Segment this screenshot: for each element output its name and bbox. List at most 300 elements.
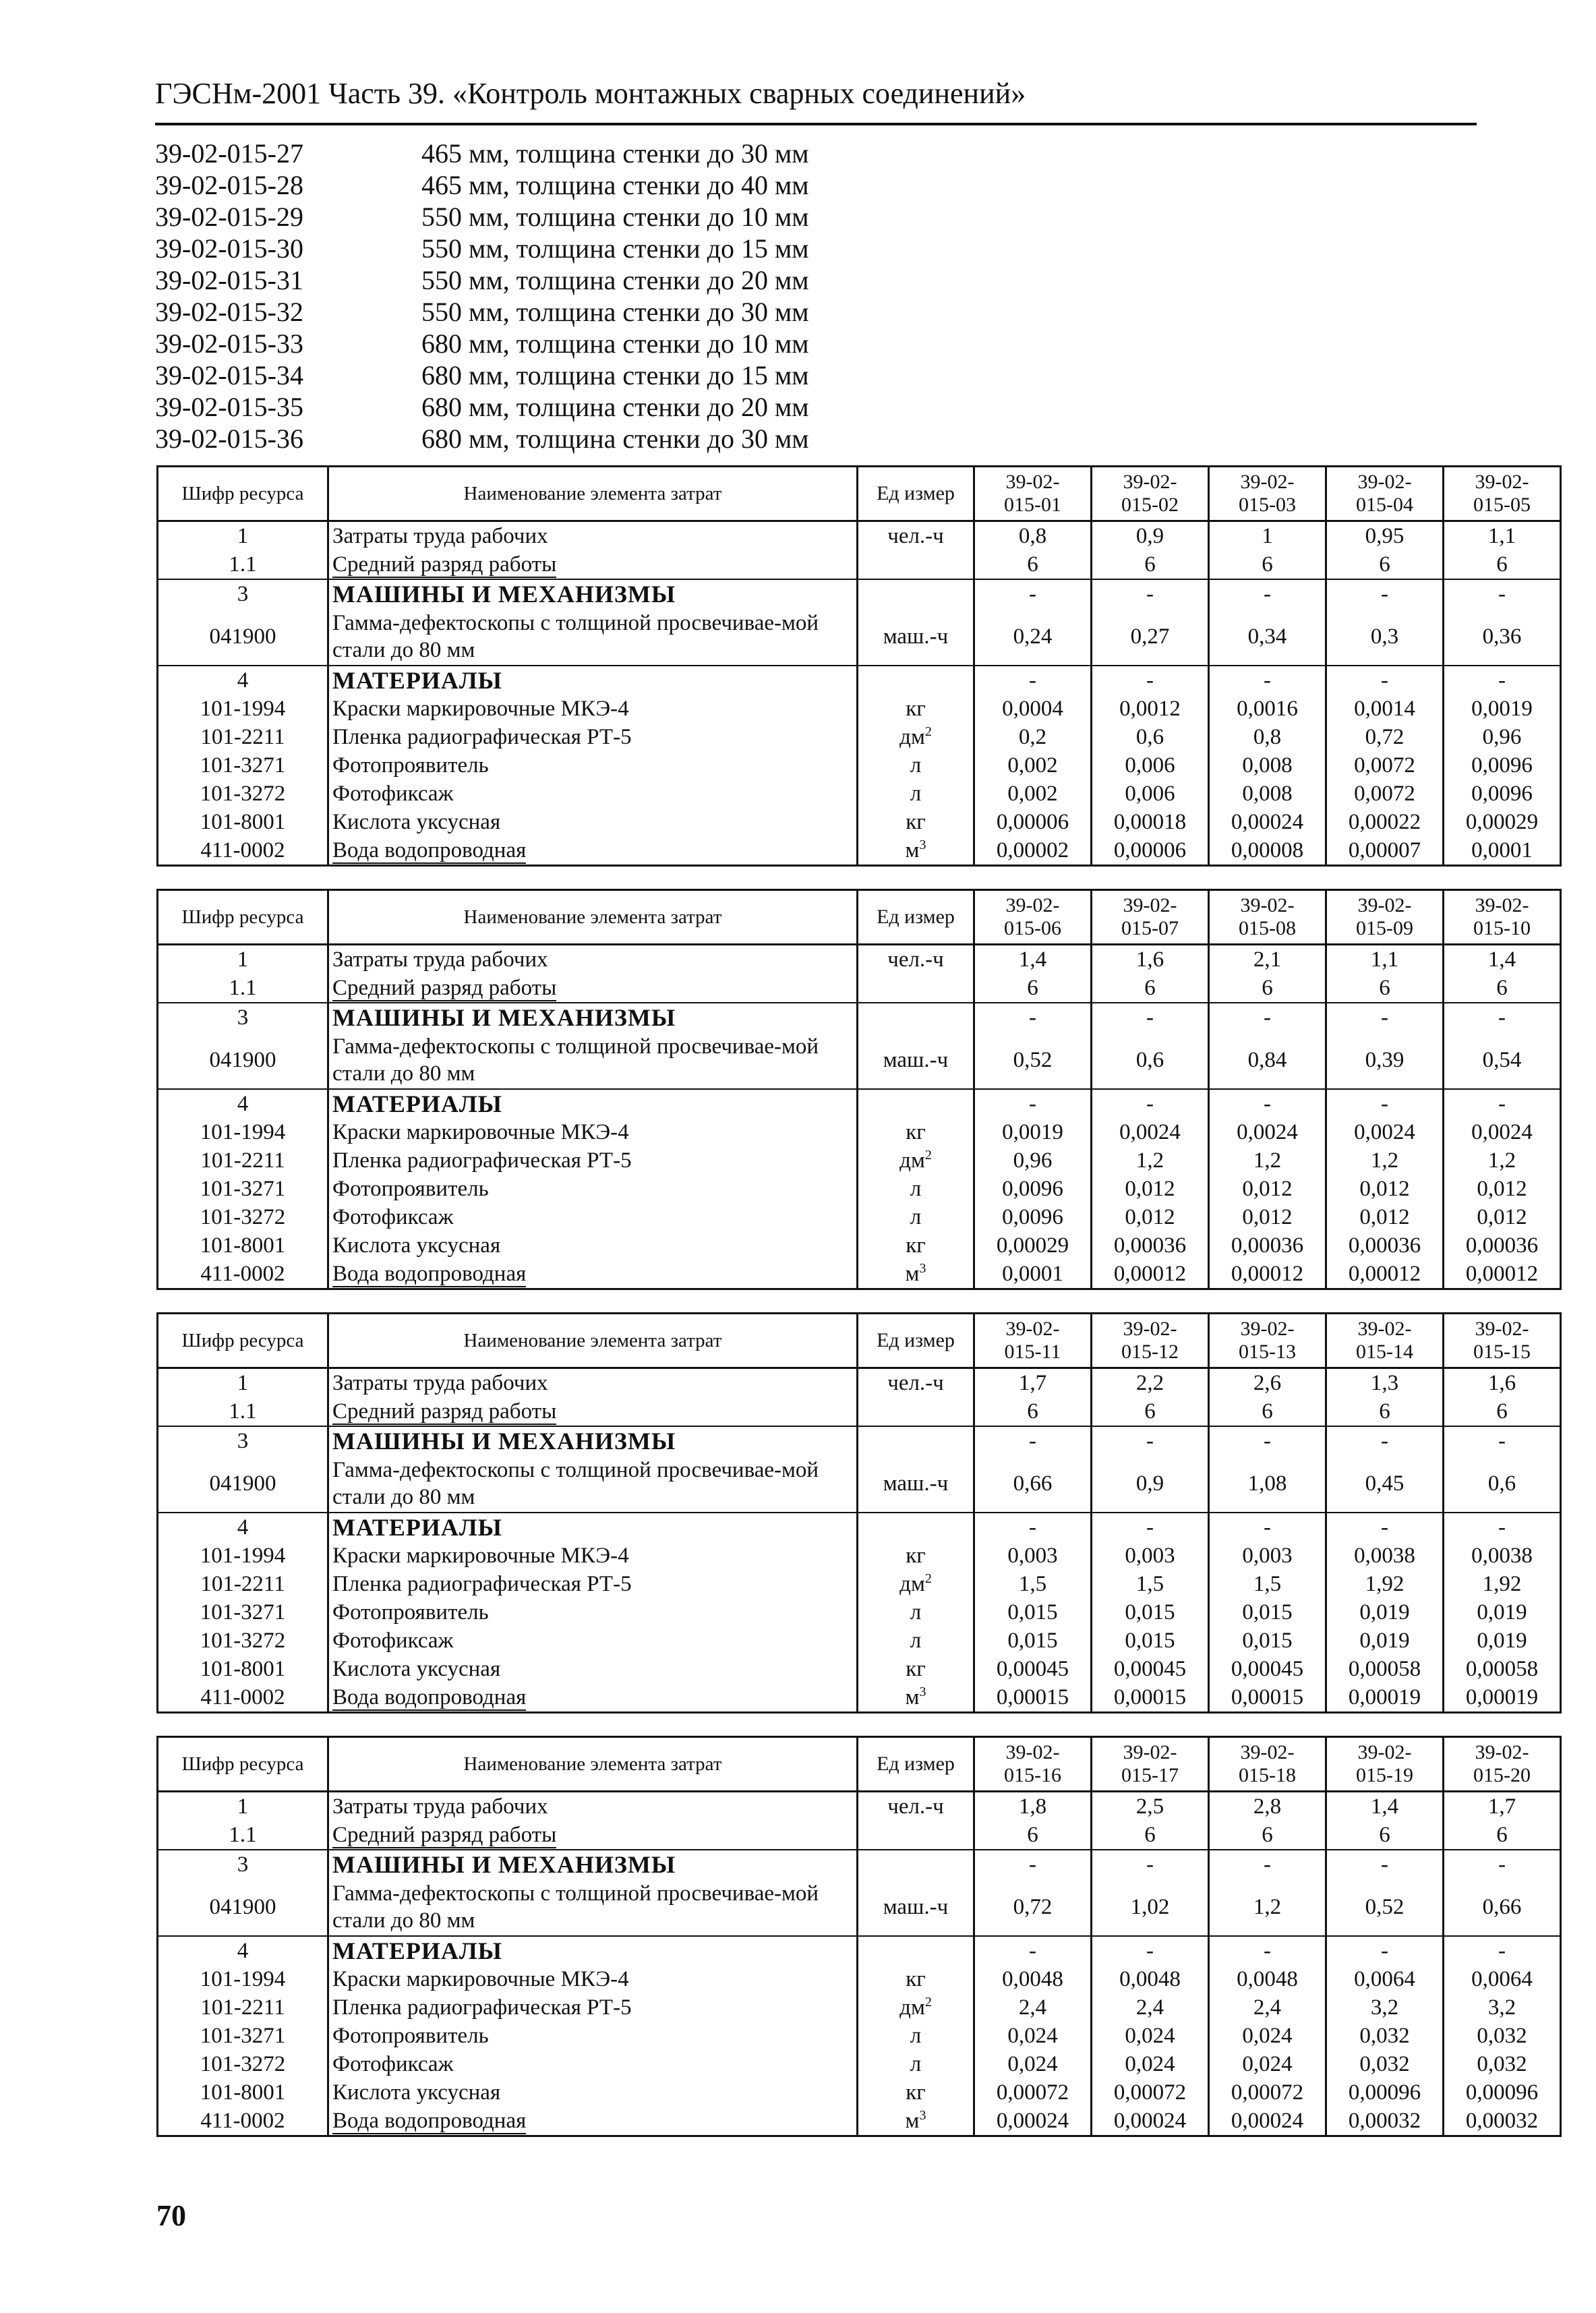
norm-code-part: 015-03: [1239, 494, 1296, 516]
row-value: 1,2: [1444, 1146, 1561, 1175]
row-cost-element: [328, 1542, 858, 1570]
row-unit: [858, 1542, 974, 1570]
norm-code-part: 39-02-: [1240, 1318, 1295, 1340]
unit-exponent: 2: [924, 724, 932, 739]
header-norm-code: [974, 1314, 1092, 1368]
row-resource-code: 411-0002: [158, 1683, 328, 1713]
row-cost-element-text: Вода водопроводная: [332, 1262, 527, 1286]
row-value: 1,7: [1444, 1792, 1561, 1821]
row-cost-element-text: Фотофиксаж: [332, 1205, 454, 1229]
row-value: 0,00029: [1444, 808, 1561, 836]
row-value: 0,52: [974, 1032, 1092, 1089]
header-norm-code: [1444, 1314, 1561, 1368]
row-unit: [858, 521, 974, 551]
row-resource-code: 041900: [158, 1879, 328, 1936]
table-row: [158, 1513, 1561, 1542]
row-unit-text: чел.-ч: [887, 947, 944, 972]
table-row: [158, 1936, 1561, 1965]
norm-code-part: 015-01: [1004, 494, 1061, 516]
row-unit: [858, 1146, 974, 1175]
table-row: [158, 1965, 1561, 1993]
norm-code-part: 39-02-: [1475, 1318, 1529, 1340]
row-unit: [858, 1260, 974, 1289]
row-resource-code: 1: [158, 521, 328, 551]
norm-code-part: 39-02-: [1240, 1741, 1295, 1763]
row-cost-element-text: Гамма-дефектоскопы с толщиной просвечивае-мой стали до 80 мм: [332, 611, 819, 662]
row-cost-element: [328, 1455, 858, 1513]
header-resource-code: Шифр ресурса: [158, 1737, 328, 1792]
row-value: 1,1: [1326, 945, 1444, 974]
header-unit: Ед измер: [858, 890, 974, 945]
norm-code-part: 39-02-: [1357, 1318, 1412, 1340]
row-cost-element-text: Кислота уксусная: [332, 1233, 501, 1258]
row-value: -: [1092, 1089, 1209, 1118]
row-unit-text: кг: [906, 1120, 926, 1144]
row-value: 6: [1209, 550, 1326, 579]
table-row: [158, 579, 1561, 608]
row-value: 0,024: [1209, 2022, 1326, 2050]
unit-exponent: 2: [924, 1571, 932, 1586]
row-value: -: [974, 579, 1092, 608]
table-row: [158, 2078, 1561, 2107]
code-value: 39-02-015-28: [155, 170, 303, 200]
row-value: 0,012: [1092, 1203, 1209, 1231]
row-cost-element: [328, 1003, 858, 1032]
row-unit: [858, 780, 974, 808]
row-cost-element-text: Вода водопроводная: [332, 1685, 527, 1709]
norm-code-part: 39-02-: [1475, 471, 1529, 493]
row-unit-text: кг: [906, 810, 926, 834]
row-value: -: [1092, 1003, 1209, 1032]
row-cost-element: [328, 695, 858, 723]
row-cost-element-text: Затраты труда рабочих: [332, 1794, 548, 1819]
header-cost-element: Наименование элемента затрат: [328, 467, 858, 521]
row-unit: [858, 1455, 974, 1513]
row-cost-element: [328, 1118, 858, 1146]
row-unit: [858, 1003, 974, 1032]
row-value: 6: [1092, 1821, 1209, 1850]
row-resource-code: 041900: [158, 608, 328, 666]
row-value: 1,92: [1326, 1570, 1444, 1598]
row-value: 0,0024: [1326, 1118, 1444, 1146]
row-unit: [858, 1118, 974, 1146]
norm-code-part: 015-13: [1239, 1341, 1296, 1363]
row-unit-text: л: [910, 2052, 922, 2076]
row-resource-code: 411-0002: [158, 1260, 328, 1289]
table-row: [158, 666, 1561, 695]
row-resource-code: 041900: [158, 1032, 328, 1089]
row-value: 0,72: [1326, 723, 1444, 751]
row-value: 6: [1326, 550, 1444, 579]
row-resource-code: 101-1994: [158, 695, 328, 723]
row-value: 0,8: [974, 521, 1092, 551]
table-row: [158, 2022, 1561, 2050]
row-unit: [858, 1368, 974, 1398]
row-value: -: [974, 1850, 1092, 1879]
row-value: 0,0048: [974, 1965, 1092, 1993]
row-value: -: [974, 1936, 1092, 1965]
row-value: 6: [1444, 1821, 1561, 1850]
row-value: 6: [1444, 1397, 1561, 1426]
row-cost-element: [328, 608, 858, 666]
row-cost-element: [328, 1032, 858, 1089]
row-cost-element-text: Краски маркировочные МКЭ-4: [332, 1120, 629, 1144]
row-value: 0,00024: [1209, 2107, 1326, 2136]
row-value: 2,4: [1209, 1993, 1326, 2022]
row-cost-element: [328, 1598, 858, 1627]
row-resource-code: 101-1994: [158, 1965, 328, 1993]
norm-code-part: 39-02-: [1005, 1318, 1060, 1340]
row-value: 0,0001: [974, 1260, 1092, 1289]
code-value: 39-02-015-27: [155, 138, 303, 169]
unit-exponent: 2: [924, 1148, 932, 1163]
row-value: 0,0004: [974, 695, 1092, 723]
table-header-row: [158, 1737, 1561, 1792]
row-unit: [858, 836, 974, 866]
norm-code-part: 015-08: [1239, 917, 1296, 939]
row-cost-element: [328, 1397, 858, 1426]
row-value: 1,5: [1209, 1570, 1326, 1598]
row-resource-code: 101-2211: [158, 1993, 328, 2022]
row-cost-element: [328, 1655, 858, 1683]
row-unit-text: дм: [899, 1995, 925, 2020]
table-header-row: [158, 890, 1561, 945]
row-value: 0,95: [1326, 521, 1444, 551]
header-unit: Ед измер: [858, 1737, 974, 1792]
table-row: [158, 1426, 1561, 1455]
row-value: 0,00015: [1209, 1683, 1326, 1713]
row-value: 0,96: [974, 1146, 1092, 1175]
row-unit-text: маш.-ч: [883, 1048, 949, 1072]
row-value: 6: [1326, 1821, 1444, 1850]
header-norm-code: [1209, 890, 1326, 945]
table-row: [158, 1655, 1561, 1683]
row-unit-text: л: [910, 1177, 922, 1201]
row-resource-code: 101-1994: [158, 1542, 328, 1570]
row-value: 0,032: [1444, 2022, 1561, 2050]
row-cost-element: [328, 1089, 858, 1118]
row-cost-element-text: Фотопроявитель: [332, 2024, 489, 2048]
row-value: 0,019: [1326, 1627, 1444, 1655]
table-row: [158, 1260, 1561, 1289]
code-row: [155, 138, 1166, 169]
code-value: 39-02-015-34: [155, 360, 303, 390]
row-value: 0,00072: [1209, 2078, 1326, 2107]
row-value: 0,0038: [1444, 1542, 1561, 1570]
row-cost-element: [328, 1231, 858, 1260]
norm-code-part: 015-10: [1473, 917, 1531, 939]
row-value: 0,015: [1209, 1598, 1326, 1627]
row-resource-code: 101-8001: [158, 808, 328, 836]
row-value: 1,02: [1092, 1879, 1209, 1936]
row-value: 2,5: [1092, 1792, 1209, 1821]
code-row: [155, 423, 1166, 455]
norm-code-part: 39-02-: [1123, 894, 1177, 916]
row-value: 0,00045: [1092, 1655, 1209, 1683]
header-norm-code: [1326, 1737, 1444, 1792]
row-unit: [858, 1936, 974, 1965]
row-cost-element-text: Фотопроявитель: [332, 1600, 489, 1624]
code-value: 39-02-015-29: [155, 202, 303, 232]
header-norm-code: [974, 890, 1092, 945]
row-value: 0,00036: [1444, 1231, 1561, 1260]
table-row: [158, 608, 1561, 666]
row-value: -: [1209, 1089, 1326, 1118]
header-resource-code: Шифр ресурса: [158, 890, 328, 945]
row-resource-code: 041900: [158, 1455, 328, 1513]
row-unit-text: м: [905, 838, 920, 862]
header-norm-code: [1444, 467, 1561, 521]
row-resource-code: 101-2211: [158, 723, 328, 751]
row-value: -: [1209, 579, 1326, 608]
row-value: 0,0096: [1444, 751, 1561, 780]
row-value: 0,032: [1326, 2022, 1444, 2050]
row-value: 1,5: [1092, 1570, 1209, 1598]
row-cost-element-text: Затраты труда рабочих: [332, 1371, 548, 1395]
table-row: [158, 1397, 1561, 1426]
norm-code-part: 015-17: [1121, 1764, 1179, 1786]
row-value: 0,52: [1326, 1879, 1444, 1936]
row-value: 0,0024: [1209, 1118, 1326, 1146]
row-value: 0,00007: [1326, 836, 1444, 866]
row-unit-text: л: [910, 1600, 922, 1624]
row-unit: [858, 1513, 974, 1542]
norm-code-part: 015-18: [1239, 1764, 1296, 1786]
row-resource-code: 101-3272: [158, 780, 328, 808]
row-value: 0,0064: [1444, 1965, 1561, 1993]
row-value: 1: [1209, 521, 1326, 551]
row-value: 2,1: [1209, 945, 1326, 974]
norm-code-part: 015-20: [1473, 1764, 1531, 1786]
row-cost-element: [328, 780, 858, 808]
row-value: 0,39: [1326, 1032, 1444, 1089]
row-cost-element-text: МАШИНЫ И МЕХАНИЗМЫ: [332, 581, 676, 608]
table-row: [158, 1598, 1561, 1627]
row-cost-element-text: Пленка радиографическая РТ-5: [332, 725, 632, 749]
row-resource-code: 101-8001: [158, 1231, 328, 1260]
row-value: 2,2: [1092, 1368, 1209, 1398]
row-value: 0,00096: [1326, 2078, 1444, 2107]
row-value: -: [1209, 1003, 1326, 1032]
row-unit-text: чел.-ч: [887, 524, 944, 548]
row-value: 0,66: [1444, 1879, 1561, 1936]
row-cost-element-text: Вода водопроводная: [332, 2109, 527, 2133]
row-value: 0,012: [1092, 1175, 1209, 1203]
code-description: 550 мм, толщина стенки до 30 мм: [421, 297, 809, 327]
row-value: -: [1326, 666, 1444, 695]
row-cost-element-text: МАШИНЫ И МЕХАНИЗМЫ: [332, 1428, 676, 1455]
row-value: 0,003: [974, 1542, 1092, 1570]
row-cost-element: [328, 945, 858, 974]
row-cost-element-text: Фотопроявитель: [332, 1177, 489, 1201]
table-row: [158, 945, 1561, 974]
row-value: 0,00024: [974, 2107, 1092, 2136]
row-unit-text: маш.-ч: [883, 624, 949, 649]
row-value: 0,00012: [1092, 1260, 1209, 1289]
row-value: 6: [974, 1821, 1092, 1850]
row-cost-element-text: Средний разряд работы: [332, 1399, 557, 1424]
row-unit: [858, 1175, 974, 1203]
row-resource-code: 1: [158, 945, 328, 974]
header-rule: [155, 123, 1477, 125]
row-value: 0,0072: [1326, 751, 1444, 780]
table-row: [158, 1175, 1561, 1203]
row-cost-element-text: Краски маркировочные МКЭ-4: [332, 1967, 629, 1991]
row-value: 6: [1209, 1821, 1326, 1850]
row-value: -: [1326, 1426, 1444, 1455]
row-value: 0,00072: [1092, 2078, 1209, 2107]
row-value: 0,00036: [1209, 1231, 1326, 1260]
code-description: 550 мм, толщина стенки до 15 мм: [421, 233, 809, 264]
row-resource-code: 101-3272: [158, 1203, 328, 1231]
row-cost-element: [328, 723, 858, 751]
row-cost-element: [328, 1965, 858, 1993]
row-value: 1,6: [1092, 945, 1209, 974]
row-resource-code: 101-3272: [158, 2050, 328, 2078]
row-value: 0,27: [1092, 608, 1209, 666]
row-value: 6: [1326, 1397, 1444, 1426]
table-row: [158, 1032, 1561, 1089]
row-cost-element: [328, 1850, 858, 1879]
row-unit: [858, 2050, 974, 2078]
norm-code-part: 39-02-: [1005, 1741, 1060, 1763]
row-resource-code: 101-3271: [158, 751, 328, 780]
row-value: 0,032: [1326, 2050, 1444, 2078]
row-value: 0,00018: [1092, 808, 1209, 836]
row-unit: [858, 608, 974, 666]
table-row: [158, 1683, 1561, 1713]
row-value: 1,4: [1444, 945, 1561, 974]
header-norm-code: [1092, 890, 1209, 945]
row-value: 0,006: [1092, 780, 1209, 808]
code-row: [155, 391, 1166, 423]
row-cost-element: [328, 2022, 858, 2050]
row-value: 0,0024: [1444, 1118, 1561, 1146]
row-cost-element: [328, 1683, 858, 1713]
code-row: [155, 296, 1166, 328]
row-value: 1,4: [1326, 1792, 1444, 1821]
table-row: [158, 723, 1561, 751]
code-row: [155, 328, 1166, 359]
row-unit-text: м: [905, 1262, 920, 1286]
row-value: -: [974, 1089, 1092, 1118]
row-value: 0,024: [1092, 2050, 1209, 2078]
row-resource-code: 3: [158, 1850, 328, 1879]
row-value: 0,012: [1444, 1175, 1561, 1203]
row-value: 0,0048: [1092, 1965, 1209, 1993]
row-cost-element-text: Пленка радиографическая РТ-5: [332, 1572, 632, 1596]
code-description: 465 мм, толщина стенки до 30 мм: [421, 138, 809, 169]
unit-exponent: 3: [919, 2108, 926, 2123]
table-row: [158, 808, 1561, 836]
norm-code-part: 015-11: [1004, 1341, 1061, 1363]
row-value: 6: [1092, 550, 1209, 579]
row-cost-element-text: МАШИНЫ И МЕХАНИЗМЫ: [332, 1004, 676, 1031]
norm-code-part: 015-06: [1004, 917, 1061, 939]
unit-exponent: 2: [924, 1995, 932, 2010]
row-value: 0,015: [1092, 1627, 1209, 1655]
row-value: 1,8: [974, 1792, 1092, 1821]
row-value: 0,54: [1444, 1032, 1561, 1089]
header-norm-code: [1209, 1314, 1326, 1368]
row-value: 0,012: [1209, 1175, 1326, 1203]
row-cost-element-text: МАТЕРИАЛЫ: [332, 667, 502, 694]
code-row: [155, 201, 1166, 233]
row-value: 0,032: [1444, 2050, 1561, 2078]
code-value: 39-02-015-36: [155, 423, 303, 454]
header-norm-code: [1209, 1737, 1326, 1792]
norm-code-part: 39-02-: [1475, 894, 1529, 916]
row-value: 0,0064: [1326, 1965, 1444, 1993]
row-resource-code: 101-8001: [158, 1655, 328, 1683]
row-value: 0,00045: [1209, 1655, 1326, 1683]
row-cost-element-text: МАТЕРИАЛЫ: [332, 1514, 502, 1541]
row-cost-element-text: Пленка радиографическая РТ-5: [332, 1995, 632, 2020]
row-cost-element: [328, 751, 858, 780]
row-value: 1,3: [1326, 1368, 1444, 1398]
code-row: [155, 169, 1166, 201]
header-norm-code: [1326, 467, 1444, 521]
row-cost-element: [328, 808, 858, 836]
norm-code-part: 015-02: [1121, 494, 1179, 516]
row-unit-text: дм: [899, 1572, 925, 1596]
row-cost-element: [328, 1570, 858, 1598]
row-cost-element: [328, 2050, 858, 2078]
header-norm-code: [1326, 890, 1444, 945]
table-row: [158, 2050, 1561, 2078]
row-value: -: [1326, 1003, 1444, 1032]
row-value: -: [1092, 579, 1209, 608]
row-value: 0,00045: [974, 1655, 1092, 1683]
row-value: 1,2: [1326, 1146, 1444, 1175]
row-unit-text: л: [910, 1629, 922, 1653]
row-unit: [858, 723, 974, 751]
row-resource-code: 101-2211: [158, 1146, 328, 1175]
row-value: 0,002: [974, 780, 1092, 808]
row-unit-text: кг: [906, 1233, 926, 1258]
row-unit: [858, 1683, 974, 1713]
row-resource-code: 1.1: [158, 974, 328, 1003]
header-norm-code: [1209, 467, 1326, 521]
cost-table: [156, 1312, 1562, 1714]
row-resource-code: 1: [158, 1368, 328, 1398]
row-value: -: [1444, 1513, 1561, 1542]
row-value: 0,008: [1209, 751, 1326, 780]
code-row: [155, 264, 1166, 296]
row-cost-element-text: Фотофиксаж: [332, 1629, 454, 1653]
row-resource-code: 3: [158, 1003, 328, 1032]
row-unit: [858, 945, 974, 974]
row-unit: [858, 2078, 974, 2107]
row-cost-element-text: Гамма-дефектоскопы с толщиной просвечивае-мой стали до 80 мм: [332, 1034, 819, 1086]
row-value: 1,4: [974, 945, 1092, 974]
row-value: 0,0096: [974, 1203, 1092, 1231]
row-value: 0,0072: [1326, 780, 1444, 808]
row-value: 0,00036: [1092, 1231, 1209, 1260]
row-unit: [858, 1570, 974, 1598]
row-resource-code: 411-0002: [158, 2107, 328, 2136]
row-value: 0,0038: [1326, 1542, 1444, 1570]
table-row: [158, 1542, 1561, 1570]
row-value: 6: [1444, 550, 1561, 579]
norm-code-part: 015-04: [1356, 494, 1413, 516]
row-value: 0,015: [974, 1598, 1092, 1627]
row-cost-element-text: Фотопроявитель: [332, 753, 489, 778]
row-value: -: [1092, 1513, 1209, 1542]
row-resource-code: 101-3272: [158, 1627, 328, 1655]
row-value: 0,84: [1209, 1032, 1326, 1089]
row-unit: [858, 1965, 974, 1993]
